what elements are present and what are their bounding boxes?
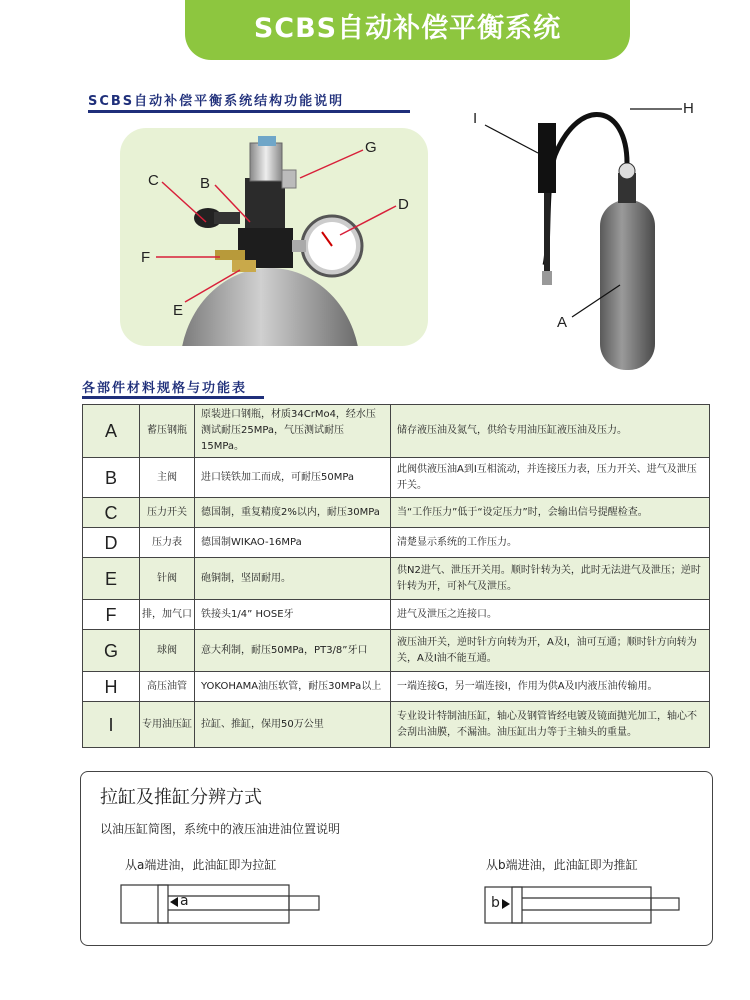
row-code: F [83,600,140,630]
row-function: 清楚显示系统的工作压力。 [391,528,710,558]
table-row [83,672,710,702]
row-spec: 拉缸、推缸，保用50万公里 [195,702,391,748]
row-code: E [83,558,140,600]
row-function: 专业设计特制油压缸，轴心及钢管皆经电镀及镜面抛光加工，轴心不会刮出油膜，不漏油。油压缸出力等于主轴头的重量。 [391,702,710,748]
row-spec: YOKOHAMA油压软管，耐压30MPa以上 [195,672,391,702]
row-name: 排，加气口 [140,600,195,630]
cylinder-rod [544,193,550,271]
row-name: 专用油压缸 [140,702,195,748]
row-name: 球阀 [140,630,195,672]
row-code: C [83,498,140,528]
diagram-label-h: H [683,100,694,117]
push-cylinder-sketch [484,886,684,928]
accumulator-tank [600,200,655,370]
row-name: 压力开关 [140,498,195,528]
row-function: 此阀供液压油A到I互相流动，并连接压力表，压力开关、进气及泄压开关。 [391,458,710,498]
row-spec: 德国制WIKAO-16MPa [195,528,391,558]
photo-label-e: E [173,302,184,319]
row-spec: 进口镁铁加工而成，可耐压50MPa [195,458,391,498]
row-name: 蓄压钢瓶 [140,405,195,458]
row-code: H [83,672,140,702]
cylinder-section-title: 拉缸及推缸分辨方式 [100,787,262,808]
row-name: 压力表 [140,528,195,558]
row-spec: 砲铜制，坚固耐用。 [195,558,391,600]
row-function: 液压油开关，逆时针方向转为开，A及I，油可互通；顺时针方向转为关，A及I油不能互通。 [391,630,710,672]
photo-label-g: G [365,139,377,156]
photo-label-c: C [148,172,159,189]
table-row [83,498,710,528]
row-code: G [83,630,140,672]
leader-i [485,125,538,153]
cylinder-end [542,271,552,285]
table-row [83,558,710,600]
row-code: A [83,405,140,458]
row-name: 针阀 [140,558,195,600]
page-title: SCBS自动补偿平衡系统 [253,13,562,44]
row-function: 进气及泄压之连接口。 [391,600,710,630]
table-row [83,600,710,630]
pull-cylinder-caption: 从a端进油，此油缸即为拉缸 [125,858,277,872]
row-code: B [83,458,140,498]
oil-cylinder [538,123,556,193]
tank-gauge [619,163,635,179]
spec-table-title: 各部件材料规格与功能表 [82,381,248,396]
photo-label-b: B [200,175,211,192]
cylinder-section-subtitle: 以油压缸简图，系统中的液压油进油位置说明 [100,822,341,836]
table-row [83,528,710,558]
port-a-label: a [180,893,189,909]
row-spec: 原装进口钢瓶，材质34CrMo4，经水压测试耐压25MPa，气压测试耐压15MPa。 [195,405,391,458]
row-spec: 德国制，重复精度2%以内，耐压30MPa [195,498,391,528]
row-name: 主阀 [140,458,195,498]
spec-table-title-underline [82,396,264,399]
system-diagram [460,95,710,380]
table-row [83,405,710,458]
row-spec: 意大利制，耐压50MPa，PT3/8”牙口 [195,630,391,672]
port-b-label: b [491,895,500,911]
row-code: I [83,702,140,748]
row-function: 储存液压油及氮气，供给专用油压缸液压油及压力。 [391,405,710,458]
row-spec: 铁接头1/4” HOSE牙 [195,600,391,630]
row-function: 一端连接G，另一端连接I，作用为供A及I内液压油传输用。 [391,672,710,702]
spec-table [82,404,710,748]
diagram-label-a: A [557,314,568,331]
row-function: 供N2进气、泄压开关用。顺时针转为关，此时无法进气及泄压；逆时针转为开，可补气及泄压。 [391,558,710,600]
diagram-label-i: I [473,110,478,127]
row-name: 高压油管 [140,672,195,702]
table-row [83,458,710,498]
pull-cylinder-sketch [120,884,322,926]
photo-label-d: D [398,196,409,213]
row-function: 当“工作压力”低于“设定压力”时，会输出信号提醒检查。 [391,498,710,528]
table-row [83,702,710,748]
table-row [83,630,710,672]
photo-label-f: F [141,249,151,266]
push-cylinder-caption: 从b端进油，此油缸即为推缸 [486,858,638,872]
row-code: D [83,528,140,558]
structure-title: SCBS自动补偿平衡系统结构功能说明 [88,94,345,109]
